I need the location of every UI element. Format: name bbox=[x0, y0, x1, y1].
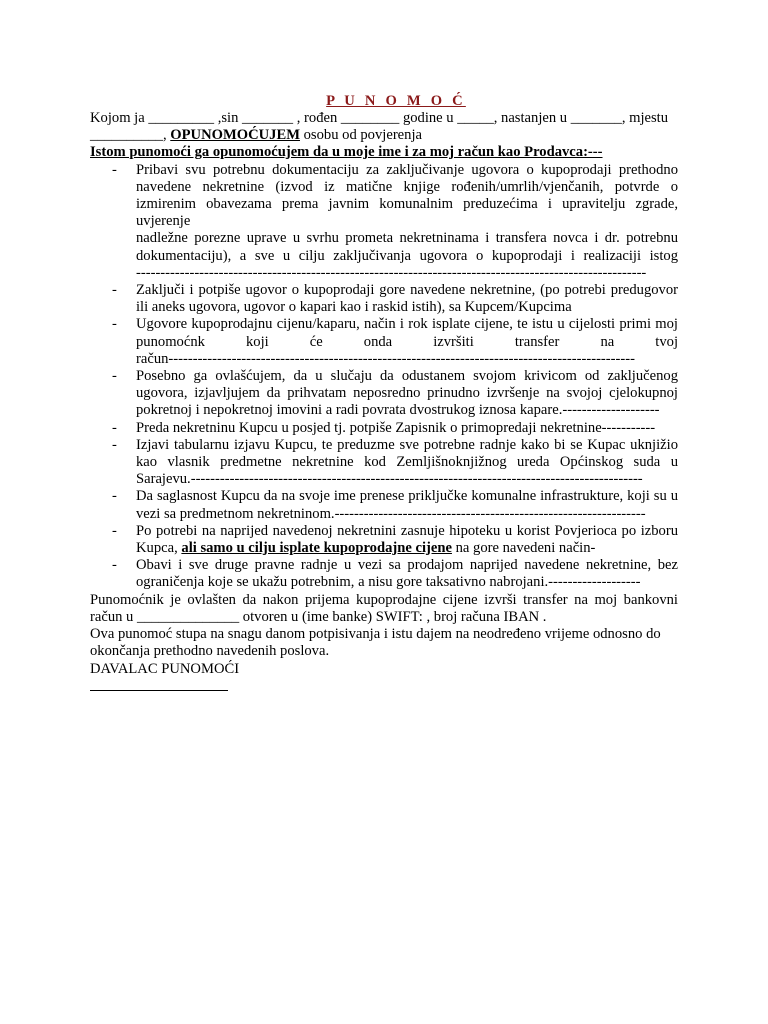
signatory-label: DAVALAC PUNOMOĆI bbox=[90, 660, 240, 677]
item-line: nadležne porezne uprave u svrhu prometa nekretninama i transfera novca i dr. potrebnu bbox=[136, 230, 678, 247]
closing-line-3: Ova punomoć stupa na snagu danom potpisivanja i istu dajem na neodređeno vrijeme odnosno do bbox=[90, 626, 661, 643]
authorize-keyword: OPUNOMOĆUJEM bbox=[170, 127, 300, 144]
closing-line-1: Punomoćnik je ovlašten da nakon prijema kupoprodajne cijene izvrši transfer na moj bankovni bbox=[90, 591, 678, 608]
authority-item bbox=[90, 368, 678, 420]
item-line: Posebno ga ovlašćujem, da u slučaju da odustanem svojom krivicom od zaključenog bbox=[136, 368, 678, 385]
item-line-last: ili aneks ugovora, ugovor o kapari kao i raskid istih), sa Kupcem/Kupcima bbox=[136, 299, 572, 316]
item-line: kao vlasnik predmetne nekretnine kod Zemljišnoknjižnog ureda Općinskog suda u bbox=[136, 454, 678, 471]
authority-item bbox=[90, 316, 678, 368]
item-line: Ugovore kupoprodajnu cijenu/kaparu, način i rok isplate cijene, te istu u cijelosti primi moj bbox=[136, 316, 678, 333]
intro-line-3: Istom punomoći ga opunomoćujem da u moje ime i za moj račun kao Prodavca:--- bbox=[90, 144, 603, 161]
authority-item bbox=[90, 162, 678, 282]
closing-line-2: račun u ______________ otvoren u (ime banke) SWIFT: , broj računa IBAN . bbox=[90, 608, 547, 625]
item-line: dokumentaciju), a sve u cilju zaključivanja ugovora o kupoprodaji i realizaciji istog bbox=[136, 247, 678, 264]
item-line: Po potrebi na naprijed navedenoj nekretnini zasnuje hipoteku u korist Povjerioca po izboru bbox=[136, 522, 678, 539]
item-line-last: Preda nekretninu Kupcu u posjed tj. potpiše Zapisnik o primopredaji nekretnine----------- bbox=[136, 419, 656, 436]
authority-list bbox=[90, 162, 678, 592]
list-bullet: - bbox=[112, 557, 117, 574]
item-line: Da saglasnost Kupcu da na svoje ime prenese priključke komunalne infrastrukture, koji su u bbox=[136, 488, 678, 505]
authority-item bbox=[90, 488, 678, 522]
intro-line-2 bbox=[90, 127, 678, 144]
authority-item bbox=[90, 523, 678, 557]
list-bullet: - bbox=[112, 316, 117, 333]
emphasis-text: ali samo u cilju isplate kupoprodajne cijene bbox=[181, 540, 452, 557]
item-line-last: --------------------------------------------------------------------------------------------------------- bbox=[136, 264, 647, 281]
list-bullet: - bbox=[112, 419, 117, 436]
item-line-last: ograničenja koje se ukažu potrebnim, a nisu gore taksativno nabrojani.------------------- bbox=[136, 574, 641, 591]
item-line-last: vezi sa predmetnom nekretninom.---------------------------------------------------------------- bbox=[136, 505, 646, 522]
intro-line-1: Kojom ja _________ ,sin _______ , rođen ________ godine u _____, nastanjen u _______, mjestu bbox=[90, 110, 669, 126]
item-line-last bbox=[136, 540, 678, 557]
item-text: Kupca, bbox=[136, 540, 182, 557]
item-line: navedene nekretnine (izvod iz matične knjige rođenih/umrlih/vjenčanih, potvrde o bbox=[136, 178, 678, 195]
item-line: ugovora, izjavljujem da prihvatam neposredno prinudno izvršenje na svojoj cjelokupnoj bbox=[136, 385, 678, 402]
item-line: Zaključi i potpiše ugovor o kupoprodaji gore navedene nekretnine, (po potrebi predugovor bbox=[136, 282, 678, 299]
item-line-last: račun------------------------------------------------------------------------------------------------ bbox=[136, 350, 635, 367]
list-bullet: - bbox=[112, 522, 117, 539]
item-line-last: Sarajevu.--------------------------------------------------------------------------------------------- bbox=[136, 471, 643, 488]
list-bullet: - bbox=[112, 282, 117, 299]
document-title: P U N O M O Ć bbox=[326, 93, 466, 109]
item-line: Pribavi svu potrebnu dokumentaciju za zaključivanje ugovora o kupoprodaji prethodno bbox=[136, 161, 678, 178]
item-line: Obavi i sve druge pravne radnje u vezi sa prodajom naprijed navedene nekretnine, bez bbox=[136, 557, 678, 574]
item-text: na gore navedeni način- bbox=[451, 540, 596, 557]
authority-item bbox=[90, 437, 678, 489]
authority-item bbox=[90, 282, 678, 316]
intro-line-2-end: osobu od povjerenja bbox=[299, 127, 422, 144]
list-bullet: - bbox=[112, 488, 117, 505]
item-line-last: pokretnoj i nepokretnoj imovini a radi povrata dvostrukog iznosa kapare.-------------------- bbox=[136, 402, 660, 419]
authority-item bbox=[90, 420, 678, 437]
item-line: punomoćnk koji će onda izvršiti transfer na tvoj bbox=[136, 333, 678, 350]
list-bullet: - bbox=[112, 161, 117, 178]
authority-item bbox=[90, 557, 678, 591]
closing-line-4: okončanja prethodno navedenih poslova. bbox=[90, 643, 330, 660]
intro-line-2-start: __________, bbox=[90, 127, 171, 144]
document-body bbox=[90, 110, 678, 678]
item-line: Izjavi tabularnu izjavu Kupcu, te preduzme sve potrebne radnje kako bi se Kupac uknjižio bbox=[136, 436, 678, 453]
signature-line bbox=[90, 690, 228, 691]
list-bullet: - bbox=[112, 436, 117, 453]
item-line: izmirenim obavezama prema javnim komunalnim preduzećima i upravitelju zgrade, uvjerenje bbox=[136, 196, 678, 230]
list-bullet: - bbox=[112, 368, 117, 385]
